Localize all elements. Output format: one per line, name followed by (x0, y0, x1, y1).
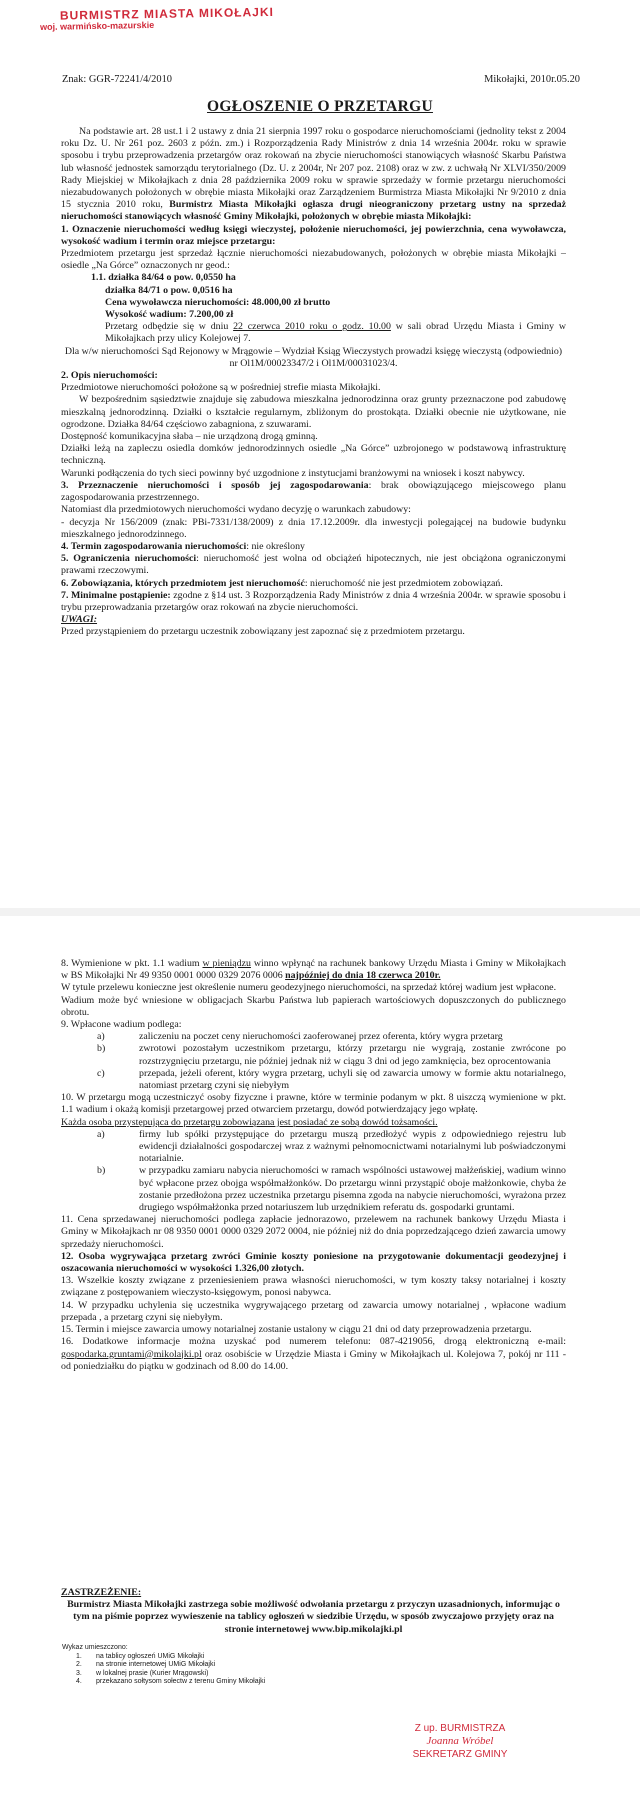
parcel-b: działka 84/71 o pow. 0,0516 ha (105, 284, 233, 296)
reservation-heading: ZASTRZEŻENIE: (61, 1587, 142, 1598)
document-title: OGŁOSZENIE O PRZETARGU (207, 98, 433, 115)
posting-heading: Wykaz umieszczono: (62, 1644, 128, 1651)
posting-item: 4. przekazano sołtysom sołectw z terenu Gminy Mikołajki (76, 1678, 266, 1686)
section-9-item-c: c) przepada, jeżeli oferent, który wygra przetarg, uchyli się od zawarcia umowy w formie aktu notarialnego, natomiast przetarg czyni się niebyłym (97, 1067, 566, 1092)
intro-paragraph: Na podstawie art. 28 ust.1 i 2 ustawy z dnia 21 sierpnia 1997 roku o gospodarce nieruchomościami (jednolity tekst z 2004 roku Dz. U. Nr 261 poz. 2603 z późn. zm.) i Rozporządzenia Rady Ministrów z dnia 14 września 2004r. roku w sprawie sposobu i trybu przeprowadzenia przetargów oraz rokowań na zbycie nieruchomości stanowiących własność Skarbu Państwa lub własność jednostek samorządu terytorialnego (Dz. U. z 2004r, Nr 207 poz. 2108) oraz w zw. z uchwałą Nr XLVI/350/2009 Rady Miejskiej w Mikołajkach z dnia 28 października 2009 roku w sprawie sprzedaży w formie przetargu nieruchomości niezabudowanych położonych w obrębie miasta Mikołajki oraz Zarządzeniem Burmistrza Miasta Mikołajki Nr 9/2010 z dnia 15 stycznia 2010 roku, Burmistrz Miasta Mikołajki ogłasza drugi nieograniczony przetarg ustny na sprzedaż nieruchomości stanowiących własność Gminy Mikołajki, położonych w obrębie miasta Mikołajki: (61, 126, 567, 223)
section-1-heading: 1. Oznaczenie nieruchomości według księgi wieczystej, położenie nieruchomości, jej powierzchnia, cena wywoławcza, wysokość wadium i termin oraz miejsce przetargu: (61, 223, 566, 247)
section-10-item-b: b) w przypadku zamiaru nabycia nieruchomości w ramach wspólności ustawowej małżeńskiej, wadium winno być wpłacone przez obojga współmałżonków. Do przetargu winni przystąpić oboje małżonkowie, chyba że zostanie przedłożona przez uczestnika przetargu pisemna zgoda na nabycie nieruchomości, wyrażona przez drugiego współmałżonka przed notariuszem lub urzędnikiem referatu ds. gospodarki gruntami. (97, 1165, 566, 1214)
reservation-block (61, 1587, 566, 1636)
section-10-item-a: a) firmy lub spółki przystępujące do przetargu muszą przedłożyć wypis z odpowiedniego rejestru lub ewidencji działalności gospodarczej wraz z ważnymi pełnomocnictwami notarialnymi lub poświadczonymi notarialnie. (97, 1128, 566, 1165)
section-2-p5: Warunki podłączenia do tych sieci powinny być uzgodnione z instytucjami branżowymi na wniosek i koszt nabywcy. (61, 467, 525, 479)
stamp-line-1: BURMISTRZ MIASTA MIKOŁAJKI (59, 4, 275, 23)
section-7: 7. Minimalne postąpienie: zgodne z §14 ust. 3 Rozporządzenia Rady Ministrów z dnia 4 września 2004r. w sprawie sposobu i trybu przeprowadzania przetargów oraz rokowań na zbycie nieruchomości. (61, 589, 567, 613)
section-2-p3: Dostępność komunikacyjna słaba – nie urządzoną drogą gminną. (61, 431, 318, 443)
section-2-p1: Przedmiotowe nieruchomości położone są w pośredniej strefie miasta Mikołajki. (61, 382, 381, 394)
section-2-p2: W bezpośrednim sąsiedztwie znajduje się zabudowa mieszkalna jednorodzinna oraz grunty przeznaczone pod zabudowę mieszkalną jednorodzinną. Działki o kształcie regularnym, zbliżonym do prostokąta. Działki obecnie nie użytkowane, nie ogrodzone. Działka 84/64 częściowo zabagniona, z szuwarami. (61, 394, 566, 430)
signature-name: Joanna Wróbel (426, 1735, 494, 1747)
parcel-a: 1.1. działka 84/64 o pow. 0,0550 ha (91, 272, 236, 284)
section-3-p2: Natomiast dla przedmiotowych nieruchomości wydano decyzję o warunkach zabudowy: (61, 504, 411, 516)
signature-line-1: Z up. BURMISTRZA (414, 1723, 506, 1734)
auction-date: Przetarg odbędzie się w dniu 22 czerwca 2010 roku o godz. 10.00 w sali obrad Urzędu Miasta i Gminy w Mikołajkach przy ulicy Kolejowej 7. (105, 321, 566, 345)
place-date: Mikołajki, 2010r.05.20 (484, 74, 580, 85)
section-9-heading: 9. Wpłacone wadium podlega: (61, 1019, 182, 1031)
reference-number: Znak: GGR-72241/4/2010 (62, 74, 172, 85)
document-body-page-1 (61, 126, 566, 639)
section-12: 12. Osoba wygrywająca przetarg zwróci Gminie koszty poniesione na przygotowanie dokumentacji geodezyjnej i oszacowania nieruchomości w wysokości 1.326,00 złotych. (61, 1250, 566, 1275)
section-4: 4. Termin zagospodarowania nieruchomości: nie określony (61, 540, 305, 552)
section-9-item-b: b) zwrotowi pozostałym uczestnikom przetargu, którzy przetargu nie wygrają, zostanie zwrócone po rozstrzygnięciu przetargu, nie później jednak niż w ciągu 3 dni od jego zamknięcia, bez oprocentowania (97, 1043, 566, 1067)
signature-line-3: SEKRETARZ GMINY (412, 1749, 508, 1760)
contact-email[interactable]: gospodarka.gruntami@mikolajki.pl (61, 1348, 202, 1360)
section-8: 8. Wymienione w pkt. 1.1 wadium w pieniądzu winno wpłynąć na rachunek bankowy Urzędu Miasta i Gminy w Mikołajkach w BS Mikołajki Nr 49 9350 0001 0000 0329 2076 0006 najpóźniej do dnia 18 czerwca 2010r. (61, 958, 566, 982)
section-2-heading: 2. Opis nieruchomości: (61, 370, 158, 382)
document-body-page-2 (61, 958, 566, 1373)
land-register-info: Dla w/w nieruchomości Sąd Rejonowy w Mrągowie – Wydział Ksiąg Wieczystych prowadzi księgę wieczystą (odpowiednio) nr Ol1M/00023347/2 i Ol1M/00031023/4. (64, 345, 563, 369)
section-8-p2: W tytule przelewu konieczne jest określenie numeru geodezyjnego nieruchomości, na sprzedaż której wadium jest wpłacone. (61, 982, 557, 994)
section-13: 13. Wszelkie koszty związane z przeniesieniem prawa własności nieruchomości, w tym koszty taksy notarialnej i koszty związane z postępowaniem wieczysto-księgowym, ponosi nabywca. (61, 1275, 566, 1299)
signature-stamp (390, 1722, 530, 1761)
section-1-text: Przedmiotem przetargu jest sprzedaż łącznie nieruchomości niezabudowanych, położonych w obrębie miasta Mikołajki – osiedle „Na Górce” oznaczonych nr geod.: (61, 248, 566, 272)
section-2-p4: Działki leżą na zapleczu osiedla domków jednorodzinnych osiedle „Na Górce” uzbrojonego w podstawową infrastrukturę techniczną. (61, 443, 566, 467)
section-8-p3: Wadium może być wniesione w obligacjach Skarbu Państwa lub papierach wartościowych dopuszczonych do publicznego obrotu. (61, 994, 566, 1018)
office-stamp (30, 6, 274, 32)
remarks-text: Przed przystąpieniem do przetargu uczestnik zobowiązany jest zapoznać się z przedmiotem przetargu. (61, 626, 465, 638)
posting-item: 3. w lokalnej prasie (Kurier Mrągowski) (76, 1669, 209, 1677)
starting-price: Cena wywoławcza nieruchomości: 48.000,00 zł brutto (105, 296, 331, 308)
posting-item: 1. na tablicy ogłoszeń UMiG Mikołajki (76, 1652, 205, 1660)
posting-list (62, 1644, 265, 1687)
section-16: 16. Dodatkowe informacje można uzyskać pod numerem telefonu: 087-4219056, drogą elektroniczną e-mail: gospodarka.gruntami@mikolajki.pl oraz osobiście w Urzędzie Miasta i Gminy w Mikołajkach ul. Kolejowa 7, pokój nr 111 - od poniedziałku do piątku w godzinach od 8.00 do 14.00. (61, 1336, 566, 1372)
remarks-heading: UWAGI: (61, 614, 98, 626)
stamp-line-2: woj. warmińsko-mazurskie (40, 19, 155, 32)
section-6: 6. Zobowiązania, których przedmiotem jest nieruchomość: nieruchomość nie jest przedmiotem zobowiązań. (61, 577, 503, 589)
section-3-p3: - decyzja Nr 156/2009 (znak: PBi-7331/138/2009) z dnia 17.12.2009r. dla inwestycji polegającej na budowie budynku mieszkalnego jednorodzinnego. (61, 516, 566, 540)
section-11: 11. Cena sprzedawanej nieruchomości podlega zapłacie jednorazowo, przelewem na rachunek bankowy Urzędu Miasta i Gminy w Mikołajkach nr 08 9350 0001 0000 0329 2072 0004, nie później niż do dnia poprzedzającego dzień zawarcia umowy sprzedaży nieruchomości. (61, 1214, 566, 1250)
section-5: 5. Ograniczenia nieruchomości: nieruchomość jest wolna od obciążeń hipotecznych, nie jest obciążona ograniczonymi prawami rzeczowymi. (61, 553, 567, 577)
section-10: 10. W przetargu mogą uczestniczyć osoby fizyczne i prawne, które w terminie podanym w pkt. 8 uiszczą wymienione w pkt. 1.1 wadium i okażą komisji przetargowej przed otwarciem przetargu, dowód potwierdzający jego wpłatę. (61, 1092, 566, 1116)
reservation-text: Burmistrz Miasta Mikołajki zastrzega sobie możliwość odwołania przetargu z przyczyn uzasadnionych, informując o tym na piśmie poprzez wywieszenie na tablicy ogłoszeń w siedzibie Urzędu, w sposób zwyczajowo przyjęty oraz na stronie internetowej www.bip.mikolajki.pl (67, 1599, 560, 1635)
section-10-id-note: Każda osoba przystępująca do przetargu zobowiązana jest posiadać ze sobą dowód tożsamości. (61, 1116, 438, 1128)
posting-item: 2. na stronie internetowej UMiG Mikołajki (76, 1661, 216, 1669)
section-15: 15. Termin i miejsce zawarcia umowy notarialnej zostanie ustalony w ciągu 21 dni od daty przeprowadzenia przetargu. (61, 1324, 532, 1336)
deposit-amount: Wysokość wadium: 7.200,00 zł (105, 309, 234, 321)
section-9-item-a: a) zaliczeniu na poczet ceny nieruchomości zaoferowanej przez oferenta, który wygra przetarg (97, 1031, 503, 1043)
section-3: 3. Przeznaczenie nieruchomości i sposób jej zagospodarowania: brak obowiązującego miejscowego planu zagospodarowania przestrzennego. (61, 479, 566, 504)
document-header (62, 74, 580, 85)
section-14: 14. W przypadku uchylenia się uczestnika wygrywającego przetarg od zawarcia umowy notarialnej , wpłacone wadium przepada , a przetarg czyni się niebyłym. (61, 1299, 566, 1323)
